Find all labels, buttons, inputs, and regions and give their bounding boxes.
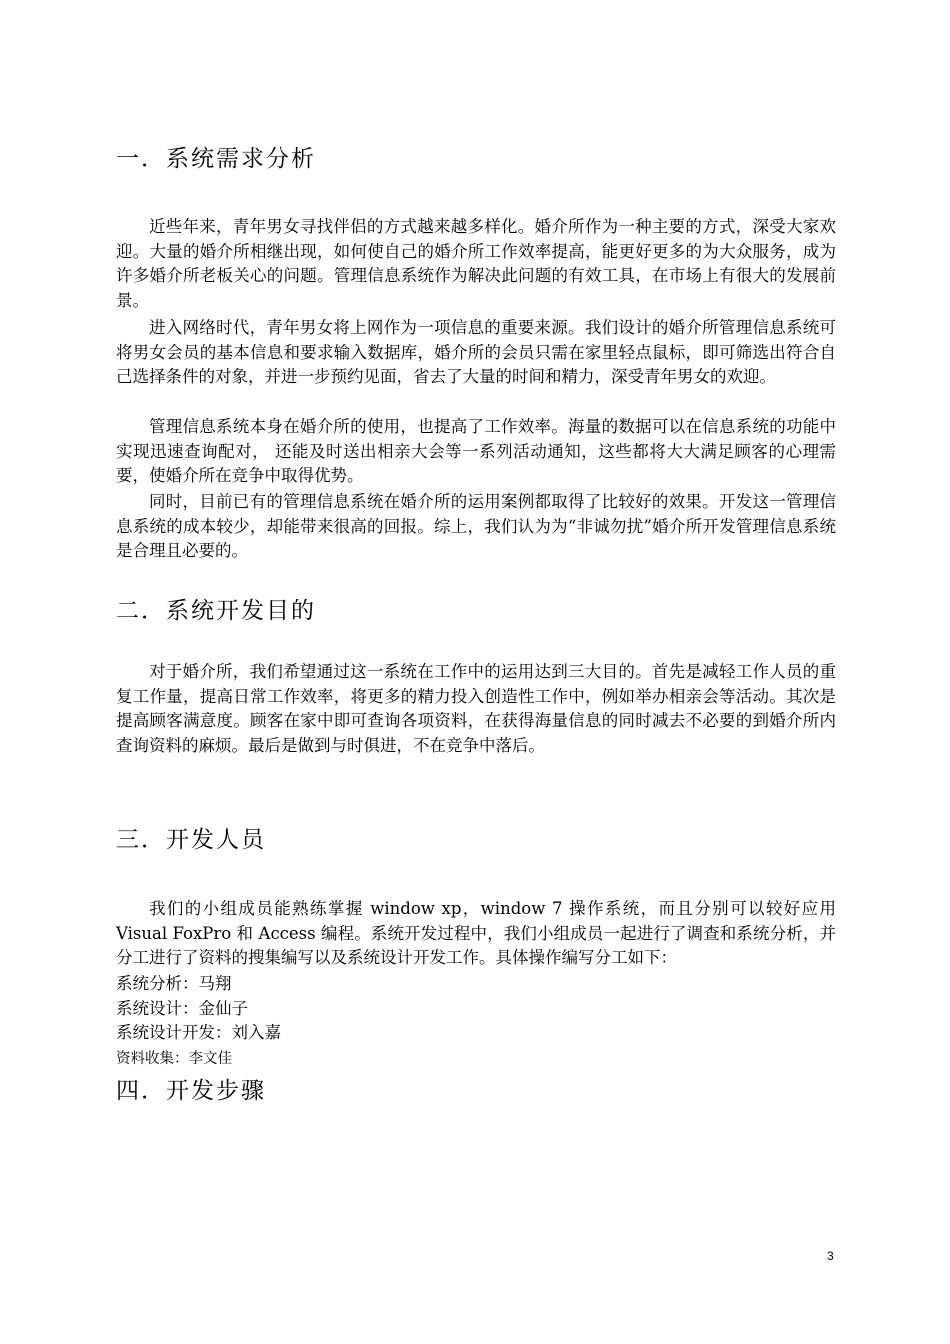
section-heading-requirements: 一．系统需求分析: [116, 146, 316, 172]
role-system-analysis: 系统分析：马翔: [116, 974, 232, 993]
paragraph-goals: 对于婚介所，我们希望通过这一系统在工作中的运用达到三大目的。首先是减轻工作人员的重复工作量，提高日常工作效率，将更多的精力投入创造性工作中，例如举办相亲会等活动。其次是提高顾客满意度。顾客在家中即可查询各项资料，在获得海量信息的同时减去不必要的到婚介所内查询资料的麻烦。最后是做到与时俱进，不在竞争中落后。: [116, 662, 836, 755]
section-heading-steps: 四．开发步骤: [116, 1078, 266, 1104]
role-system-development: 系统设计开发：刘入嘉: [116, 1023, 281, 1042]
paragraph-requirements-4: 同时，目前已有的管理信息系统在婚介所的运用案例都取得了比较好的效果。开发这一管理信息系统的成本较少，却能带来很高的回报。综上，我们认为为“非诚勿扰”婚介所开发管理信息系统是合理且必要的。: [116, 492, 836, 561]
role-system-design: 系统设计：金仙子: [116, 999, 248, 1018]
page-number: 3: [827, 1249, 834, 1263]
section-heading-developers: 三．开发人员: [116, 827, 266, 853]
paragraph-developers: 我们的小组成员能熟练掌握 window xp，window 7 操作系统，而且分别可以较好应用 Visual FoxPro 和 Access 编程。系统开发过程中，我们小组成员一起进行了调查和系统分析，并分工进行了资料的搜集编写以及系统设计开发工作。具体操作编写分工如下：: [116, 899, 836, 968]
paragraph-requirements-3: 管理信息系统本身在婚介所的使用，也提高了工作效率。海量的数据可以在信息系统的功能中实现迅速查询配对， 还能及时送出相亲大会等一系列活动通知，这些都将大大满足顾客的心理需要，使婚介所在竞争中取得优势。: [116, 417, 836, 486]
paragraph-requirements-2: 进入网络时代，青年男女将上网作为一项信息的重要来源。我们设计的婚介所管理信息系统可将男女会员的基本信息和要求输入数据库，婚介所的会员只需在家里轻点鼠标，即可筛选出符合自己选择条件的对象，并进一步预约见面，省去了大量的时间和精力，深受青年男女的欢迎。: [116, 318, 836, 387]
role-data-collection: 资料收集：李文佳: [116, 1051, 232, 1067]
paragraph-requirements-1: 近些年来，青年男女寻找伴侣的方式越来越多样化。婚介所作为一种主要的方式，深受大家欢迎。大量的婚介所相继出现，如何使自己的婚介所工作效率提高，能更好更多的为大众服务，成为许多婚介所老板关心的问题。管理信息系统作为解决此问题的有效工具，在市场上有很大的发展前景。: [116, 217, 836, 310]
section-heading-goals: 二．系统开发目的: [116, 598, 316, 624]
